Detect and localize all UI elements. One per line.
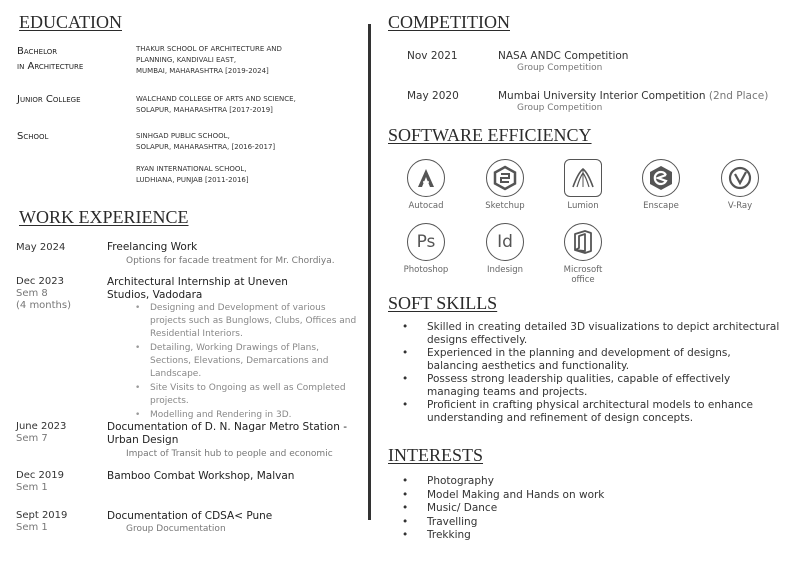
list-item: • Music/ Dance bbox=[400, 502, 604, 516]
work-description: Group Documentation bbox=[126, 524, 226, 534]
work-date: Sept 2019 Sem 1 bbox=[16, 510, 68, 533]
education-heading: EDUCATION bbox=[19, 12, 122, 32]
software-item-microsoft-office bbox=[548, 223, 618, 285]
software-label: Autocad bbox=[408, 201, 444, 211]
software-label: Lumion bbox=[567, 201, 599, 211]
work-bullet: • Site Visits to Ongoing as well as Completed projects. bbox=[130, 382, 362, 408]
work-title: Freelancing Work bbox=[107, 241, 198, 253]
indesign-icon: Id bbox=[486, 223, 524, 261]
software-label: Microsoft office bbox=[563, 265, 603, 285]
soft-skills-list bbox=[400, 321, 780, 425]
column-divider bbox=[368, 24, 371, 520]
work-date: Dec 2019 Sem 1 bbox=[16, 470, 64, 493]
software-label: Enscape bbox=[643, 201, 679, 211]
software-label: Indesign bbox=[486, 265, 524, 275]
education-detail-walchand: WALCHAND COLLEGE OF ARTS AND SCIENCE, SOLAPUR, MAHARASHTRA [2017-2019] bbox=[136, 95, 296, 114]
education-label-bachelor: Bachelor in Architecture bbox=[17, 46, 84, 72]
work-title: Bamboo Combat Workshop, Malvan bbox=[107, 470, 295, 482]
competition-placement: (2nd Place) bbox=[708, 90, 769, 102]
work-title: Documentation of CDSA< Pune bbox=[107, 510, 273, 522]
work-bullet: • Detailing, Working Drawings of Plans, Sections, Elevations, Demarcations and Landscape. bbox=[130, 342, 362, 381]
education-detail-ryan: RYAN INTERNATIONAL SCHOOL, LUDHIANA, PUNJAB [2011-2016] bbox=[136, 165, 249, 184]
work-date: May 2024 bbox=[16, 242, 66, 253]
work-experience-heading: WORK EXPERIENCE bbox=[19, 207, 189, 227]
autocad-icon bbox=[407, 159, 445, 197]
list-item: • Skilled in creating detailed 3D visualizations to depict architectural designs effectively. bbox=[400, 321, 780, 347]
software-item-photoshop bbox=[391, 223, 461, 275]
software-item-indesign bbox=[470, 223, 540, 275]
competition-subtitle: Group Competition bbox=[517, 103, 603, 113]
interests-heading: INTERESTS bbox=[388, 445, 484, 465]
work-date: Dec 2023 Sem 8 (4 months) bbox=[16, 276, 72, 311]
list-item: • Photography bbox=[400, 475, 604, 489]
enscape-icon bbox=[642, 159, 680, 197]
software-item-vray bbox=[705, 159, 775, 211]
software-item-enscape bbox=[626, 159, 696, 211]
competition-date: Nov 2021 bbox=[407, 50, 458, 62]
education-label-junior-college: Junior College bbox=[17, 94, 81, 105]
list-item: • Proficient in crafting physical architectural models to enhance understanding and refinement of design concepts. bbox=[400, 399, 780, 425]
list-item: • Possess strong leadership qualities, capable of effectively managing teams and projects. bbox=[400, 373, 780, 399]
photoshop-icon: Ps bbox=[407, 223, 445, 261]
work-bullet-list bbox=[130, 302, 362, 423]
software-item-autocad bbox=[391, 159, 461, 211]
competition-title: Mumbai University Interior Competition (2nd Place) bbox=[498, 90, 769, 102]
software-item-lumion bbox=[548, 159, 618, 211]
work-title: Documentation of D. N. Nagar Metro Station - Urban Design bbox=[107, 421, 348, 446]
list-item: • Experienced in the planning and development of designs, balancing aesthetics and functionality. bbox=[400, 347, 780, 373]
lumion-icon bbox=[564, 159, 602, 197]
soft-skills-heading: SOFT SKILLS bbox=[388, 293, 498, 313]
competition-title: NASA ANDC Competition bbox=[498, 50, 629, 62]
competition-date: May 2020 bbox=[407, 90, 459, 102]
work-bullet: • Designing and Development of various projects such as Bunglows, Clubs, Offices and Residential Interiors. bbox=[130, 302, 362, 341]
work-bullet: • Modelling and Rendering in 3D. bbox=[130, 409, 362, 422]
sketchup-icon bbox=[486, 159, 524, 197]
interests-list bbox=[400, 475, 604, 543]
competition-heading: COMPETITION bbox=[388, 12, 510, 32]
education-detail-thakur: THAKUR SCHOOL OF ARCHITECTURE AND PLANNING, KANDIVALI EAST, MUMBAI, MAHARASHTRA [2019-2024] bbox=[136, 45, 282, 75]
list-item: • Trekking bbox=[400, 529, 604, 543]
list-item: • Travelling bbox=[400, 516, 604, 530]
office-icon bbox=[564, 223, 602, 261]
vray-icon bbox=[721, 159, 759, 197]
software-label: V-Ray bbox=[727, 201, 753, 211]
work-title: Architectural Internship at Uneven Studios, Vadodara bbox=[107, 276, 288, 301]
list-item: • Model Making and Hands on work bbox=[400, 489, 604, 503]
education-label-school: School bbox=[17, 131, 49, 142]
work-description: Options for facade treatment for Mr. Chordiya. bbox=[126, 256, 335, 266]
software-efficiency-heading: SOFTWARE EFFICIENCY bbox=[388, 125, 592, 145]
software-label: Photoshop bbox=[403, 265, 449, 275]
software-item-sketchup bbox=[470, 159, 540, 211]
work-date: June 2023 Sem 7 bbox=[16, 421, 67, 444]
competition-subtitle: Group Competition bbox=[517, 63, 603, 73]
education-detail-sinhgad: SINHGAD PUBLIC SCHOOL, SOLAPUR, MAHARASHTRA, [2016-2017] bbox=[136, 132, 276, 151]
software-label: Sketchup bbox=[485, 201, 525, 211]
work-description: Impact of Transit hub to people and economic bbox=[126, 449, 333, 459]
